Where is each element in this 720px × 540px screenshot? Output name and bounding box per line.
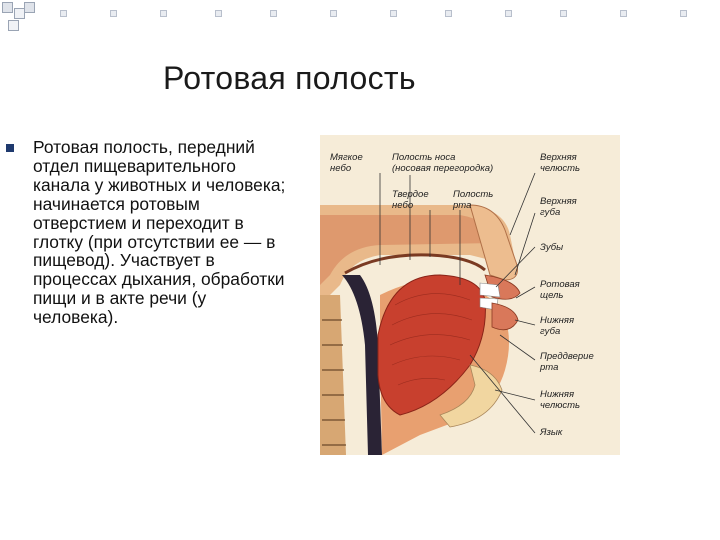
oral-cavity-diagram bbox=[320, 135, 620, 455]
label-tongue: Язык bbox=[540, 427, 563, 438]
label-oral-cavity-2: рта bbox=[453, 200, 472, 211]
label-upper-lip-2: губа bbox=[540, 207, 561, 218]
label-hard-palate-2: небо bbox=[392, 200, 414, 211]
label-soft-palate-1: Мягкое bbox=[330, 152, 363, 163]
slide-title: Ротовая полость bbox=[163, 60, 416, 96]
label-lower-jaw-1: Нижняя bbox=[540, 389, 575, 400]
label-vestibule-2: рта bbox=[540, 362, 559, 373]
anatomy-figure bbox=[320, 135, 620, 455]
slide-paragraph: Ротовая полость, передний отдел пищеварительного канала у животных и человека; начинается ротовым отверстием и переходит в глотку (при отсутствии ее — в пищевод). Участвует в процессах дыхания, обработки пищи и в акте речи (у человека). bbox=[33, 137, 286, 328]
label-nasal-cavity-2: (носовая перегородка) bbox=[392, 163, 494, 174]
label-soft-palate-2: небо bbox=[330, 163, 352, 174]
label-lower-jaw-2: челюсть bbox=[540, 400, 581, 411]
teeth-upper bbox=[480, 283, 500, 297]
label-oral-fissure-2: щель bbox=[540, 290, 564, 301]
top-decoration bbox=[0, 0, 720, 26]
bullet-square-icon bbox=[6, 144, 14, 152]
label-lower-lip-1: Нижняя bbox=[540, 315, 575, 326]
label-upper-jaw-2: челюсть bbox=[540, 163, 581, 174]
label-oral-cavity-1: Полость bbox=[453, 189, 494, 200]
label-upper-lip-1: Верхняя bbox=[540, 196, 577, 207]
label-vestibule-1: Преддверие bbox=[540, 351, 594, 362]
label-teeth: Зубы bbox=[540, 242, 564, 253]
label-nasal-cavity-1: Полость носа bbox=[392, 152, 456, 163]
label-hard-palate-1: Твердое bbox=[392, 189, 429, 200]
label-upper-jaw-1: Верхняя bbox=[540, 152, 577, 163]
label-lower-lip-2: губа bbox=[540, 326, 561, 337]
label-oral-fissure-1: Ротовая bbox=[540, 279, 580, 290]
